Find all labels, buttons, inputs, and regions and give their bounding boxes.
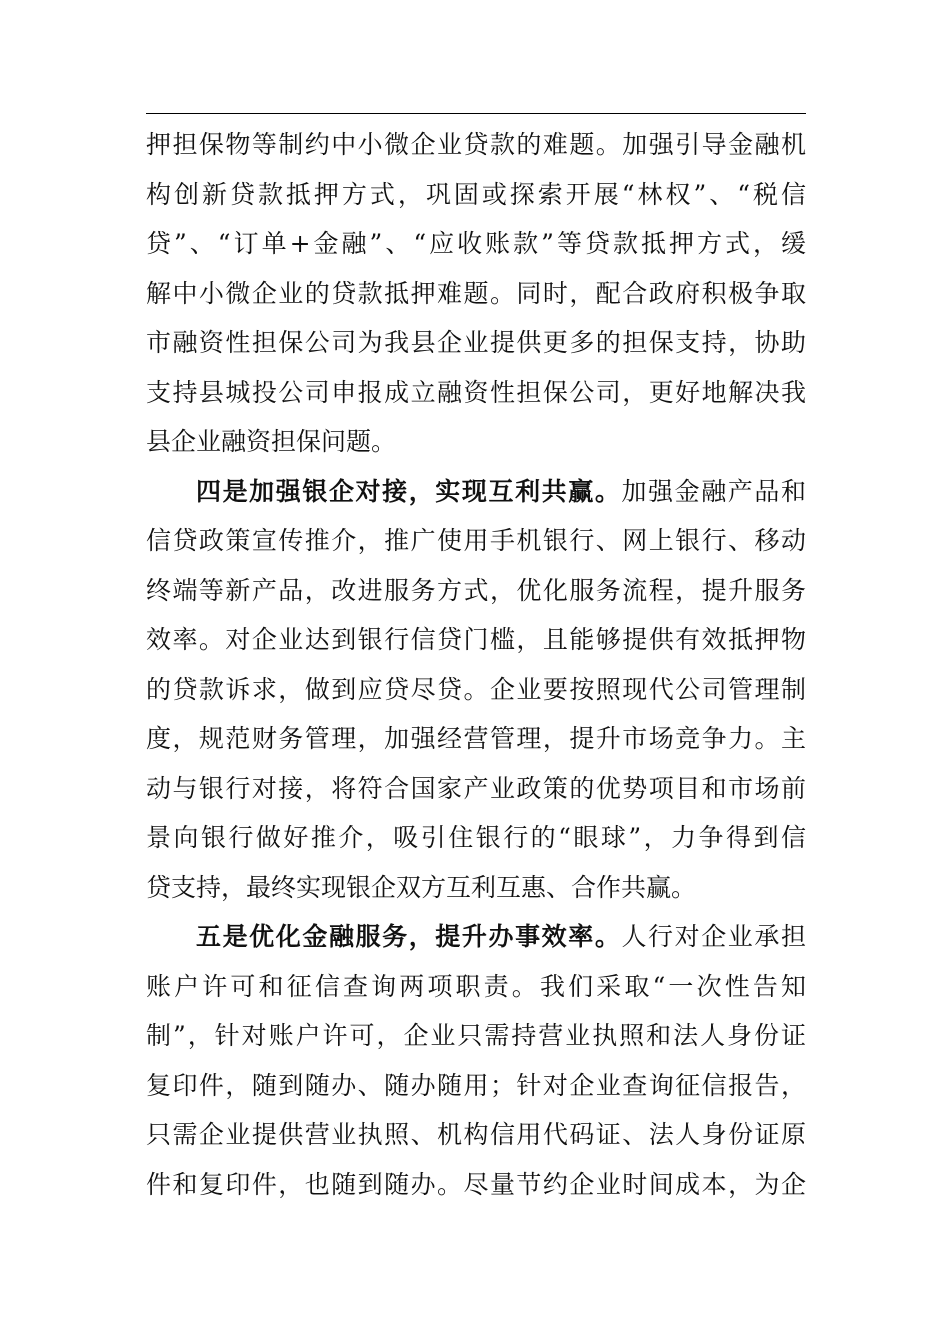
- text-line: 只需企业提供营业执照、机构信用代码证、法人身份证原: [146, 1120, 806, 1149]
- text-line: 复印件，随到随办、随办随用；针对企业查询征信报告，: [146, 1070, 806, 1100]
- paragraph-3: [146, 120, 806, 467]
- text-line: 信贷政策宣传推介，推广使用手机银行、网上银行、移动: [146, 526, 806, 555]
- paragraph-heading: 五是优化金融服务，提升办事效率。: [196, 922, 622, 951]
- text-line: 效率。对企业达到银行信贷门槛，且能够提供有效抵押物: [146, 625, 806, 654]
- text-line: 解中小微企业的贷款抵押难题。同时，配合政府积极争取: [146, 278, 806, 308]
- text-line: 账户许可和征信查询两项职责。我们采取“一次性告知: [146, 971, 806, 1001]
- paragraph-4: [146, 467, 806, 913]
- paragraph-first-line: [146, 467, 806, 517]
- text-line: 动与银行对接，将符合国家产业政策的优势项目和市场前: [146, 773, 806, 803]
- paragraph-heading: 四是加强银企对接，实现互利共赢。: [196, 476, 622, 506]
- text-line: 度，规范财务管理，加强经营管理，提升市场竞争力。主: [146, 724, 806, 753]
- text-line: 贷支持，最终实现银企双方互利互惠、合作共赢。: [146, 872, 697, 902]
- text-line: 的贷款诉求，做到应贷尽贷。企业要按照现代公司管理制: [146, 674, 806, 704]
- paragraph-5: [146, 912, 806, 1209]
- text-line: 县企业融资担保问题。: [146, 427, 397, 456]
- text-line: 市融资性担保公司为我县企业提供更多的担保支持，协助: [146, 328, 806, 357]
- text-line: 景向银行做好推介，吸引住银行的“眼球”，力争得到信: [146, 823, 806, 852]
- text-line: 件和复印件，也随到随办。尽量节约企业时间成本，为企: [146, 1169, 806, 1199]
- paragraph-first-line: [146, 912, 806, 962]
- paragraph-first-line-text: 人行对企业承担: [621, 922, 806, 951]
- text-line: 支持县城投公司申报成立融资性担保公司，更好地解决我: [146, 377, 806, 407]
- document-body: [146, 120, 806, 1209]
- text-line: 贷”、“订单+金融”、“应收账款”等贷款抵押方式，缓: [146, 229, 806, 258]
- text-line: 构创新贷款抵押方式，巩固或探索开展“林权”、“税信: [146, 179, 806, 209]
- text-line: 制”，针对账户许可，企业只需持营业执照和法人身份证: [146, 1021, 806, 1050]
- text-line: 押担保物等制约中小微企业贷款的难题。加强引导金融机: [146, 130, 806, 159]
- paragraph-first-line-text: 加强金融产品和: [621, 476, 806, 506]
- text-line: 终端等新产品，改进服务方式，优化服务流程，提升服务: [146, 575, 806, 605]
- header-rule: [146, 113, 806, 114]
